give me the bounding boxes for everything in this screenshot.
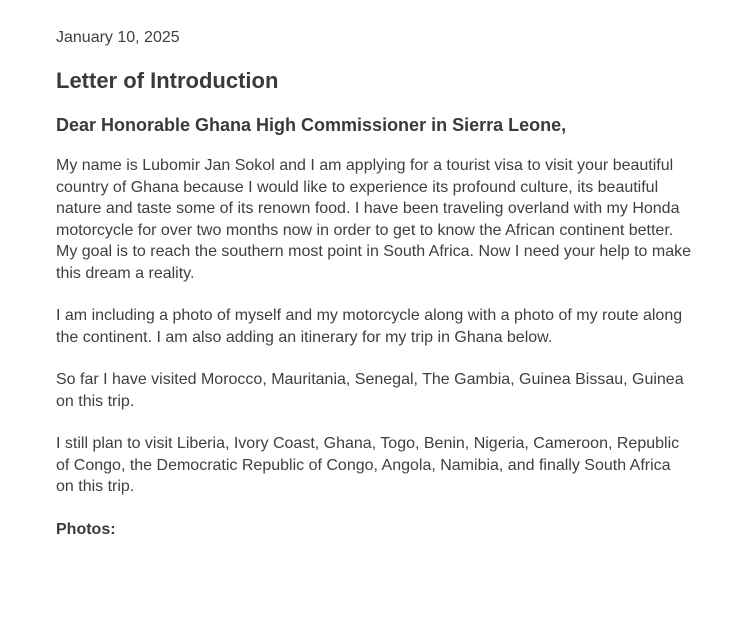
- paragraph-visited-countries: So far I have visited Morocco, Mauritania, Senegal, The Gambia, Guinea Bissau, Guinea on this trip.: [56, 371, 684, 410]
- paragraph-introduction: My name is Lubomir Jan Sokol and I am applying for a tourist visa to visit your beautiful country of Ghana because I would like to experience its profound culture, its beautiful nature and taste some of its renown food. I have been traveling overland with my Honda motorcycle for over two months now in order to get to know the African continent better. My goal is to reach the southern most point in South Africa. Now I need your help to make this dream a reality.: [56, 157, 692, 282]
- paragraph-photos-itinerary: I am including a photo of myself and my motorcycle along with a photo of my route along the continent. I am also adding an itinerary for my trip in Ghana below.: [56, 307, 683, 346]
- letter-title: Letter of Introduction: [56, 68, 279, 93]
- paragraph-planned-countries: I still plan to visit Liberia, Ivory Coast, Ghana, Togo, Benin, Nigeria, Cameroon, Republic of Congo, the Democratic Republic of Congo, Angola, Namibia, and finally South Africa on this trip.: [56, 435, 680, 495]
- photos-label: Photos:: [56, 520, 116, 538]
- letter-date: January 10, 2025: [56, 29, 180, 46]
- letter-salutation: Dear Honorable Ghana High Commissioner in Sierra Leone,: [56, 115, 567, 135]
